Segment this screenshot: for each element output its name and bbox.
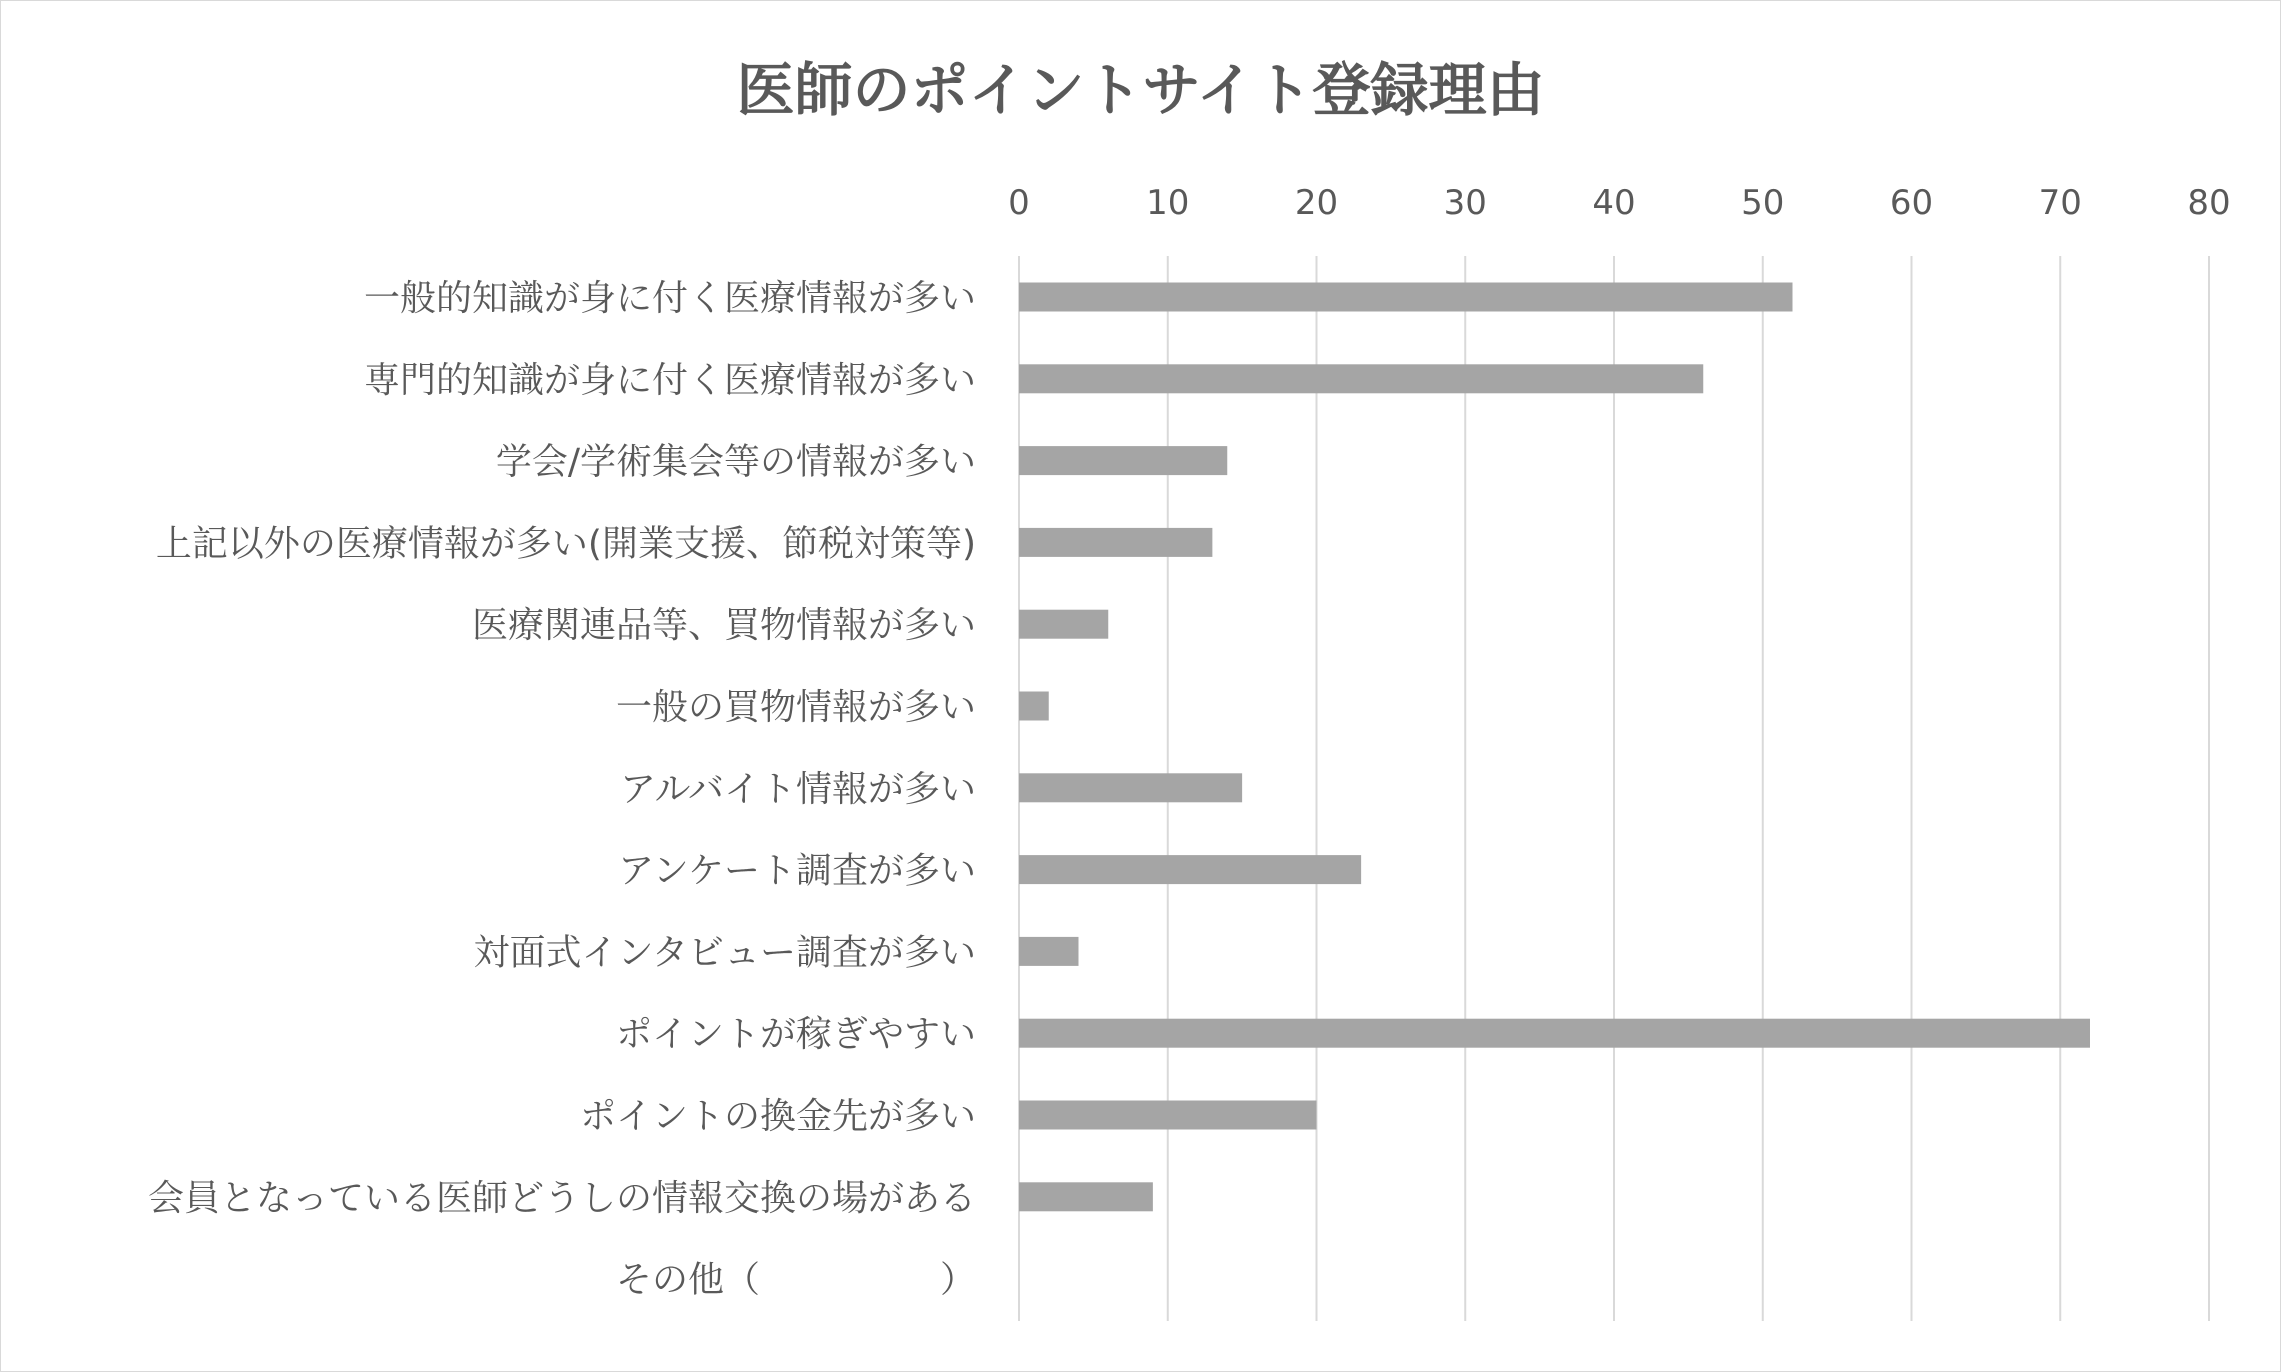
category-label: アルバイト情報が多い <box>619 768 976 810</box>
category-label: アンケート調査が多い <box>618 850 976 892</box>
category-label: 一般的知識が身に付く医療情報が多い <box>363 278 976 319</box>
x-tick-label: 60 <box>1889 183 1934 223</box>
bar <box>1019 1019 2090 1048</box>
bar <box>1019 773 1242 802</box>
bar <box>1019 283 1793 312</box>
category-label: 一般の買物情報が多い <box>615 687 976 728</box>
bar <box>1019 528 1212 557</box>
category-label: 医療関連品等、買物情報が多い <box>471 605 976 647</box>
x-tick-label: 50 <box>1741 183 1785 223</box>
bar <box>1019 1101 1317 1130</box>
chart-title: 医師のポイントサイト登録理由 <box>736 56 1545 124</box>
bar <box>1019 446 1227 475</box>
bar <box>1019 610 1108 639</box>
x-tick-label: 70 <box>2038 183 2082 223</box>
category-label: 対面式インタビュー調査が多い <box>473 932 976 974</box>
category-label: その他（ ） <box>615 1259 976 1301</box>
category-label: 上記以外の医療情報が多い(開業支援、節税対策等) <box>155 523 976 565</box>
category-label: 学会/学術集会等の情報が多い <box>495 441 976 483</box>
category-label: ポイントの換金先が多い <box>579 1096 976 1137</box>
bar <box>1019 937 1079 966</box>
x-tick-label: 10 <box>1146 183 1190 223</box>
bar <box>1019 855 1361 884</box>
chart-plot <box>1 1 2280 1371</box>
x-tick-label: 80 <box>2187 183 2231 223</box>
x-tick-label: 20 <box>1294 183 1339 223</box>
category-labels <box>148 278 976 1301</box>
bar <box>1019 364 1703 393</box>
bars <box>1019 283 2090 1212</box>
x-tick-label: 0 <box>1008 183 1030 223</box>
bar <box>1019 1182 1153 1211</box>
category-label: ポイントが稼ぎやすい <box>615 1014 976 1056</box>
category-label: 会員となっている医師どうしの情報交換の場がある <box>147 1177 976 1219</box>
x-tick-label: 30 <box>1443 183 1487 223</box>
x-axis-ticks <box>1008 183 2230 223</box>
x-tick-label: 40 <box>1592 183 1636 223</box>
category-label: 専門的知識が身に付く医療情報が多い <box>363 359 976 401</box>
bar <box>1019 692 1049 721</box>
